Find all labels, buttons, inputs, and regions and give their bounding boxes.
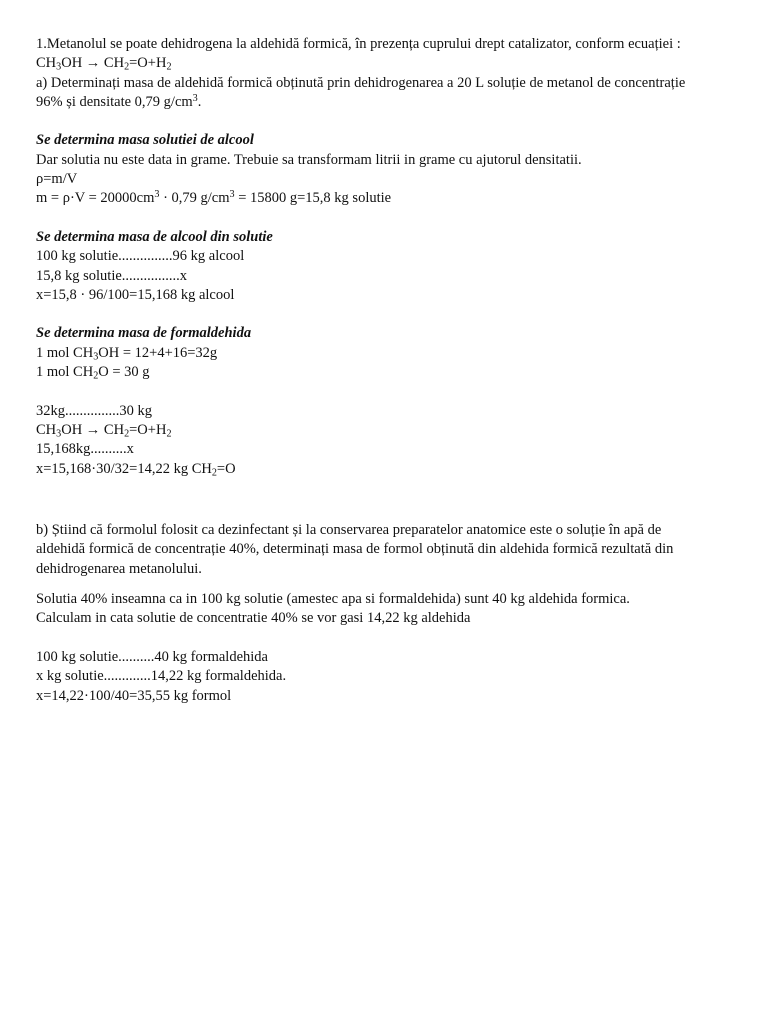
proportion-line: x kg solutie.............14,22 kg formaldehida. — [36, 668, 287, 685]
section-heading-solution-mass: Se determina masa solutiei de alcool — [36, 132, 254, 149]
proportion-line: 100 kg solutie...............96 kg alcool — [36, 248, 245, 265]
question-b-line1: b) Știind că formolul folosit ca dezinfectant și la conservarea preparatelor anatomice este o soluție în apă de — [36, 522, 662, 539]
molar-mass-formaldehyde: 1 mol $CH_2O = 30$ g — [36, 364, 150, 382]
section1-text: Dar solutia nu este data in grame. Trebuie sa transformam litrii in grame cu ajutorul densitatii. — [36, 151, 582, 168]
question-a-line1: a) Determinați masa de aldehidă formică obținută prin dehidrogenarea a 20 L soluție de metanol de concentrație — [36, 74, 686, 91]
reaction-equation: $CH_3OH \to CH_2=O+H_2$ — [36, 55, 172, 73]
question-b-line3: dehidrogenarea metanolului. — [36, 560, 202, 577]
ratio-bottom: 15,168kg..........x — [36, 441, 134, 458]
result-formol: x=14,22·100/40=35,55 kg formol — [36, 687, 232, 704]
section-heading-formaldehyde-mass: Se determina masa de formaldehida — [36, 325, 252, 342]
question-a-line2: 96% și densitate 0,79 $g/cm^3$. — [36, 92, 202, 110]
mass-calculation: $m = \rho\cdot V = 20000cm^3 \cdot 0,79$ $g/cm^3 = 15800$ g=15,8 kg solutie — [36, 189, 392, 207]
reaction-equation-2: $CH_3OH \to CH_2=O+H_2$ — [36, 421, 172, 440]
explanation-line1: Solutia 40% inseamna ca in 100 kg solutie (amestec apa si formaldehida) sunt 40 kg aldehida formica. — [36, 591, 630, 608]
result-formaldehyde: x=15,168·30/32=14,22 kg $CH_2=O$ — [36, 460, 236, 479]
density-formula: ρ=m/V — [36, 171, 78, 188]
proportion-line: 15,8 kg solutie................x — [36, 267, 188, 284]
ratio-top: 32kg...............30 kg — [36, 402, 152, 419]
proportion-line: 100 kg solutie..........40 kg formaldehida — [36, 648, 268, 665]
result-line: x=15,8 · 96/100=15,168 kg alcool — [36, 286, 235, 303]
document-body — [36, 35, 736, 706]
molar-mass-methanol: 1 mol $CH_3OH = 12+4+16=32g$ — [36, 344, 218, 363]
question-b-line2: aldehidă formică de concentrație 40%, determinați masa de formol obținută din aldehida formică rezultată din — [36, 541, 674, 558]
explanation-line2: Calculam in cata solutie de concentratie 40% se vor gasi 14,22 kg aldehida — [36, 610, 471, 627]
problem-title: 1.Metanolul se poate dehidrogena la aldehidă formică, în prezența cuprului drept catalizator, conform ecuației : — [36, 36, 681, 52]
section-heading-alcohol-mass: Se determina masa de alcool din solutie — [36, 228, 273, 245]
